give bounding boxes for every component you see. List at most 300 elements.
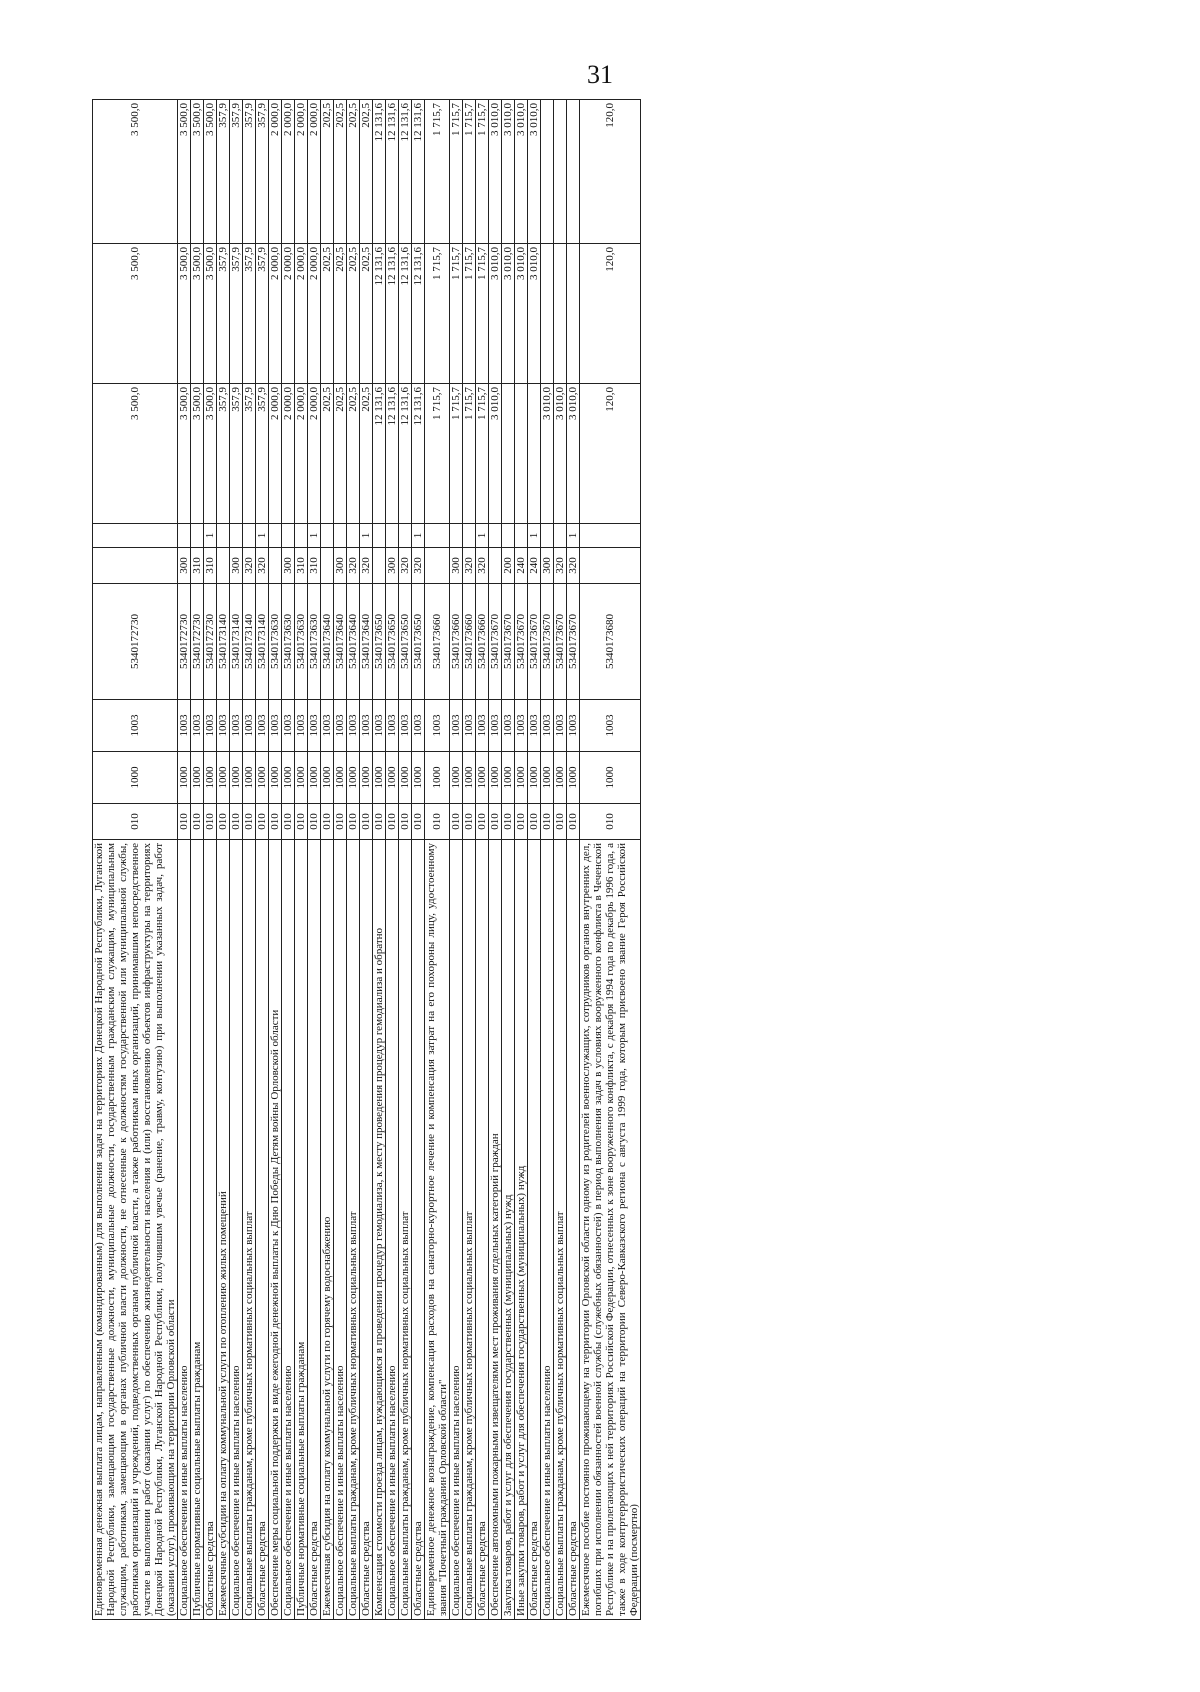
amount-year-2: 1 715,7 [463,244,476,384]
amount-year-1: 1 715,7 [425,384,450,524]
table-row [373,100,386,1620]
subsection-code: 1003 [178,700,191,752]
target-article-code: 5340173670 [502,584,515,700]
amount-year-3: 1 715,7 [450,100,463,244]
target-article-code: 5340172730 [93,584,178,700]
target-article-code: 5340173640 [321,584,334,700]
ministry-code: 010 [360,804,373,840]
extra-code: 1 [308,524,321,548]
target-article-code: 5340173670 [489,584,502,700]
ministry-code: 010 [399,804,412,840]
section-code: 1000 [425,752,450,804]
row-description: Социальное обеспечение и иные выплаты населению [282,840,295,1620]
row-description: Социальное обеспечение и иные выплаты населению [230,840,243,1620]
subsection-code: 1003 [554,700,567,752]
ministry-code: 010 [580,804,641,840]
subsection-code: 1003 [230,700,243,752]
subsection-code: 1003 [450,700,463,752]
target-article-code: 5340173630 [282,584,295,700]
extra-code [178,524,191,548]
amount-year-1: 3 010,0 [541,384,554,524]
expense-type-code: 240 [515,548,528,584]
section-code: 1000 [399,752,412,804]
amount-year-3: 12 131,6 [399,100,412,244]
extra-code [282,524,295,548]
extra-code [399,524,412,548]
subsection-code: 1003 [489,700,502,752]
amount-year-1: 202,5 [334,384,347,524]
target-article-code: 5340173140 [256,584,269,700]
target-article-code: 5340173630 [295,584,308,700]
target-article-code: 5340173660 [450,584,463,700]
expense-type-code: 320 [567,548,580,584]
table-row [580,100,641,1620]
ministry-code: 010 [347,804,360,840]
ministry-code: 010 [515,804,528,840]
amount-year-3: 202,5 [334,100,347,244]
amount-year-1: 1 715,7 [450,384,463,524]
ministry-code: 010 [502,804,515,840]
table-row [528,100,541,1620]
amount-year-1: 202,5 [360,384,373,524]
section-code: 1000 [178,752,191,804]
ministry-code: 010 [269,804,282,840]
extra-code [269,524,282,548]
amount-year-3: 357,9 [256,100,269,244]
ministry-code: 010 [243,804,256,840]
table-row [554,100,567,1620]
amount-year-1 [515,384,528,524]
table-row [243,100,256,1620]
amount-year-1: 357,9 [243,384,256,524]
extra-code [230,524,243,548]
expense-type-code: 310 [295,548,308,584]
amount-year-3: 1 715,7 [476,100,489,244]
amount-year-2: 3 010,0 [502,244,515,384]
subsection-code: 1003 [347,700,360,752]
row-description: Единовременное денежное вознаграждение, компенсация расходов на санаторно-курортное лечение и компенсация затрат на его похороны лицу, удостоенному звания "Почетный гражданин Орловской области" [425,840,450,1620]
subsection-code: 1003 [204,700,217,752]
amount-year-1: 3 500,0 [178,384,191,524]
amount-year-2: 3 500,0 [204,244,217,384]
section-code: 1000 [256,752,269,804]
section-code: 1000 [321,752,334,804]
table-row [334,100,347,1620]
section-code: 1000 [489,752,502,804]
ministry-code: 010 [321,804,334,840]
subsection-code: 1003 [191,700,204,752]
target-article-code: 5340172730 [204,584,217,700]
section-code: 1000 [204,752,217,804]
ministry-code: 010 [230,804,243,840]
row-description: Единовременная денежная выплата лицам, направленным (командированным) для выполнения задач на территориях Донецкой Народной Республики, Луганской Народной Республики, замещающим государственные должности, муниципальные должности, государственным гражданским служащим, муниципальным служащим, работникам, замещающим в органах публичной власти должности, не отнесенные к должностям государственной или муниципальной службы, работникам организаций и учреждений, подведомственных органам публичной власти, а также работникам иных организаций, принимавшим непосредственное участие в выполнении работ (оказании услуг) по обеспечению жизнедеятельности населения и (или) восстановлению объектов инфраструктуры на территориях Донецкой Народной Республики, Луганской Народной Республики, получившим увечье (ранение, травму, контузию) при выполнении указанных задач, работ (оказании услуг), проживающим на территории Орловской области [93,840,178,1620]
table-row [489,100,502,1620]
row-description: Социальное обеспечение и иные выплаты населению [178,840,191,1620]
section-code: 1000 [502,752,515,804]
extra-code [425,524,450,548]
amount-year-2: 12 131,6 [373,244,386,384]
table-row [541,100,554,1620]
table-row [191,100,204,1620]
expense-type-code: 320 [463,548,476,584]
amount-year-2: 202,5 [334,244,347,384]
section-code: 1000 [515,752,528,804]
ministry-code: 010 [425,804,450,840]
table-row [386,100,399,1620]
amount-year-1: 3 500,0 [204,384,217,524]
target-article-code: 5340172730 [178,584,191,700]
amount-year-3: 3 500,0 [191,100,204,244]
table-row [308,100,321,1620]
subsection-code: 1003 [308,700,321,752]
section-code: 1000 [308,752,321,804]
amount-year-2: 357,9 [256,244,269,384]
subsection-code: 1003 [580,700,641,752]
row-description: Ежемесячное пособие постоянно проживающему на территории Орловской области одному из родителей военнослужащих, сотрудников органов внутренних дел, погибших при исполнении обязанностей военной службы (служебных обязанностей) в период выполнения задач в условиях вооруженного конфликта в Чеченской Республике и на прилегающих к ней территориях Российской Федерации, отнесенных к зоне вооруженного конфликта, с декабря 1994 года по декабрь 1996 года, а также в ходе контртеррористических операций на территории Северо-Кавказского региона с августа 1999 года, которым присвоено звание Героя Российской Федерации (посмертно) [580,840,641,1620]
ministry-code: 010 [489,804,502,840]
row-description: Социальное обеспечение и иные выплаты населению [541,840,554,1620]
amount-year-3: 202,5 [347,100,360,244]
target-article-code: 5340173630 [269,584,282,700]
expense-type-code: 320 [399,548,412,584]
amount-year-2: 1 715,7 [450,244,463,384]
amount-year-1: 2 000,0 [295,384,308,524]
target-article-code: 5340173630 [308,584,321,700]
section-code: 1000 [463,752,476,804]
amount-year-3: 12 131,6 [412,100,425,244]
amount-year-1: 120,0 [580,384,641,524]
subsection-code: 1003 [269,700,282,752]
ministry-code: 010 [476,804,489,840]
subsection-code: 1003 [217,700,230,752]
amount-year-2: 12 131,6 [399,244,412,384]
row-description: Ежемесячные субсидии на оплату коммунальной услуги по отоплению жилых помещений [217,840,230,1620]
section-code: 1000 [528,752,541,804]
row-description: Областные средства [308,840,321,1620]
ministry-code: 010 [295,804,308,840]
row-description: Обеспечение меры социальной поддержки в виде ежегодной денежной выплаты к Дню Победы Детям войны Орловской области [269,840,282,1620]
page-number: 31 [587,60,613,89]
extra-code [191,524,204,548]
amount-year-3 [541,100,554,244]
table-row [412,100,425,1620]
amount-year-3 [554,100,567,244]
extra-code [243,524,256,548]
row-description: Публичные нормативные социальные выплаты гражданам [295,840,308,1620]
expense-type-code [373,548,386,584]
ministry-code: 010 [282,804,295,840]
ministry-code: 010 [463,804,476,840]
amount-year-2: 3 500,0 [93,244,178,384]
target-article-code: 5340172730 [191,584,204,700]
extra-code: 1 [204,524,217,548]
row-description: Социальные выплаты гражданам, кроме публичных нормативных социальных выплат [463,840,476,1620]
extra-code [554,524,567,548]
amount-year-3: 2 000,0 [269,100,282,244]
amount-year-3: 2 000,0 [295,100,308,244]
amount-year-1: 3 500,0 [191,384,204,524]
amount-year-2 [554,244,567,384]
expense-type-code: 240 [528,548,541,584]
row-description: Областные средства [360,840,373,1620]
expense-type-code [269,548,282,584]
subsection-code: 1003 [528,700,541,752]
ministry-code: 010 [178,804,191,840]
amount-year-3: 357,9 [217,100,230,244]
amount-year-3: 3 500,0 [204,100,217,244]
row-description: Публичные нормативные социальные выплаты гражданам [191,840,204,1620]
expense-type-code: 300 [541,548,554,584]
row-description: Компенсация стоимости проезда лицам, нуждающимся в проведении процедур гемодиализа, к месту проведения процедур гемодиализа и обратно [373,840,386,1620]
ministry-code: 010 [528,804,541,840]
row-description: Закупка товаров, работ и услуг для обеспечения государственных (муниципальных) нужд [502,840,515,1620]
extra-code [347,524,360,548]
amount-year-3: 3 010,0 [502,100,515,244]
expense-type-code: 300 [334,548,347,584]
expense-type-code: 320 [347,548,360,584]
subsection-code: 1003 [502,700,515,752]
amount-year-2: 2 000,0 [308,244,321,384]
subsection-code: 1003 [360,700,373,752]
section-code: 1000 [93,752,178,804]
extra-code [93,524,178,548]
amount-year-2: 12 131,6 [412,244,425,384]
expense-type-code [425,548,450,584]
expense-type-code: 320 [554,548,567,584]
expense-type-code [217,548,230,584]
section-code: 1000 [282,752,295,804]
amount-year-2: 202,5 [347,244,360,384]
section-code: 1000 [554,752,567,804]
amount-year-1: 202,5 [347,384,360,524]
ministry-code: 010 [334,804,347,840]
expense-type-code: 320 [412,548,425,584]
target-article-code: 5340173650 [412,584,425,700]
target-article-code: 5340173640 [334,584,347,700]
amount-year-3: 3 010,0 [489,100,502,244]
table-row [321,100,334,1620]
subsection-code: 1003 [476,700,489,752]
expense-type-code: 300 [282,548,295,584]
amount-year-2: 1 715,7 [425,244,450,384]
amount-year-2: 357,9 [230,244,243,384]
subsection-code: 1003 [93,700,178,752]
section-code: 1000 [450,752,463,804]
section-code: 1000 [360,752,373,804]
table-row [230,100,243,1620]
amount-year-3 [567,100,580,244]
extra-code: 1 [528,524,541,548]
section-code: 1000 [243,752,256,804]
target-article-code: 5340173140 [217,584,230,700]
amount-year-1: 12 131,6 [412,384,425,524]
subsection-code: 1003 [373,700,386,752]
amount-year-1: 1 715,7 [463,384,476,524]
rotated-table-wrapper [92,100,1110,1620]
target-article-code: 5340173680 [580,584,641,700]
target-article-code: 5340173650 [399,584,412,700]
subsection-code: 1003 [334,700,347,752]
section-code: 1000 [347,752,360,804]
extra-code [489,524,502,548]
amount-year-1: 3 500,0 [93,384,178,524]
table-row [399,100,412,1620]
expense-type-code: 310 [308,548,321,584]
table-row [178,100,191,1620]
section-code: 1000 [580,752,641,804]
extra-code: 1 [476,524,489,548]
amount-year-1: 2 000,0 [282,384,295,524]
extra-code [217,524,230,548]
amount-year-1: 357,9 [230,384,243,524]
amount-year-3: 3 500,0 [93,100,178,244]
amount-year-3: 12 131,6 [386,100,399,244]
row-description: Социальные выплаты гражданам, кроме публичных нормативных социальных выплат [243,840,256,1620]
section-code: 1000 [541,752,554,804]
expense-type-code: 320 [256,548,269,584]
table-row [476,100,489,1620]
target-article-code: 5340173140 [243,584,256,700]
amount-year-3: 357,9 [230,100,243,244]
expense-type-code: 200 [502,548,515,584]
ministry-code: 010 [541,804,554,840]
ministry-code: 010 [386,804,399,840]
row-description: Социальное обеспечение и иные выплаты населению [450,840,463,1620]
table-row [567,100,580,1620]
amount-year-1: 1 715,7 [476,384,489,524]
target-article-code: 5340173670 [541,584,554,700]
table-row [360,100,373,1620]
section-code: 1000 [412,752,425,804]
table-row [282,100,295,1620]
amount-year-2 [567,244,580,384]
row-description: Областные средства [567,840,580,1620]
row-description: Социальное обеспечение и иные выплаты населению [386,840,399,1620]
expense-type-code: 300 [178,548,191,584]
table-row [502,100,515,1620]
amount-year-1: 202,5 [321,384,334,524]
target-article-code: 5340173640 [347,584,360,700]
extra-code [386,524,399,548]
ministry-code: 010 [256,804,269,840]
amount-year-2: 3 500,0 [178,244,191,384]
extra-code [515,524,528,548]
amount-year-3: 3 010,0 [528,100,541,244]
amount-year-2: 202,5 [321,244,334,384]
subsection-code: 1003 [567,700,580,752]
expense-type-code: 310 [191,548,204,584]
table-row [204,100,217,1620]
ministry-code: 010 [450,804,463,840]
subsection-code: 1003 [515,700,528,752]
section-code: 1000 [386,752,399,804]
target-article-code: 5340173670 [554,584,567,700]
extra-code [580,524,641,548]
row-description: Ежемесячная субсидия на оплату коммунальной услуги по горячему водоснабжению [321,840,334,1620]
row-description: Обеспечение автономными пожарными извещателями мест проживания отдельных категорий граждан [489,840,502,1620]
extra-code [502,524,515,548]
ministry-code: 010 [217,804,230,840]
amount-year-1: 2 000,0 [269,384,282,524]
table-row [256,100,269,1620]
target-article-code: 5340173650 [373,584,386,700]
table-row [425,100,450,1620]
section-code: 1000 [269,752,282,804]
amount-year-1: 3 010,0 [567,384,580,524]
amount-year-1: 357,9 [256,384,269,524]
amount-year-1: 12 131,6 [399,384,412,524]
extra-code: 1 [567,524,580,548]
amount-year-2: 202,5 [360,244,373,384]
subsection-code: 1003 [425,700,450,752]
subsection-code: 1003 [243,700,256,752]
ministry-code: 010 [567,804,580,840]
amount-year-3: 12 131,6 [373,100,386,244]
ministry-code: 010 [93,804,178,840]
amount-year-1: 357,9 [217,384,230,524]
subsection-code: 1003 [399,700,412,752]
row-description: Социальное обеспечение и иные выплаты населению [334,840,347,1620]
expense-type-code: 320 [243,548,256,584]
table-row [347,100,360,1620]
amount-year-1: 12 131,6 [373,384,386,524]
extra-code [334,524,347,548]
section-code: 1000 [476,752,489,804]
expense-type-code [93,548,178,584]
amount-year-2: 2 000,0 [282,244,295,384]
section-code: 1000 [295,752,308,804]
amount-year-1: 2 000,0 [308,384,321,524]
amount-year-1: 3 010,0 [554,384,567,524]
row-description: Социальные выплаты гражданам, кроме публичных нормативных социальных выплат [554,840,567,1620]
target-article-code: 5340173140 [230,584,243,700]
row-description: Областные средства [204,840,217,1620]
section-code: 1000 [230,752,243,804]
amount-year-3: 3 500,0 [178,100,191,244]
budget-table [92,99,641,1620]
amount-year-1 [528,384,541,524]
section-code: 1000 [373,752,386,804]
amount-year-2: 357,9 [243,244,256,384]
target-article-code: 5340173650 [386,584,399,700]
amount-year-2: 1 715,7 [476,244,489,384]
target-article-code: 5340173660 [425,584,450,700]
amount-year-3: 202,5 [360,100,373,244]
ministry-code: 010 [373,804,386,840]
target-article-code: 5340173670 [515,584,528,700]
section-code: 1000 [567,752,580,804]
amount-year-2: 2 000,0 [295,244,308,384]
amount-year-3: 357,9 [243,100,256,244]
expense-type-code: 320 [476,548,489,584]
ministry-code: 010 [308,804,321,840]
subsection-code: 1003 [295,700,308,752]
extra-code: 1 [256,524,269,548]
row-description: Социальные выплаты гражданам, кроме публичных нормативных социальных выплат [347,840,360,1620]
amount-year-3: 1 715,7 [463,100,476,244]
section-code: 1000 [334,752,347,804]
subsection-code: 1003 [282,700,295,752]
section-code: 1000 [191,752,204,804]
target-article-code: 5340173670 [528,584,541,700]
amount-year-2: 12 131,6 [386,244,399,384]
expense-type-code: 300 [230,548,243,584]
amount-year-2: 3 500,0 [191,244,204,384]
subsection-code: 1003 [321,700,334,752]
subsection-code: 1003 [463,700,476,752]
table-row [93,100,178,1620]
section-code: 1000 [217,752,230,804]
